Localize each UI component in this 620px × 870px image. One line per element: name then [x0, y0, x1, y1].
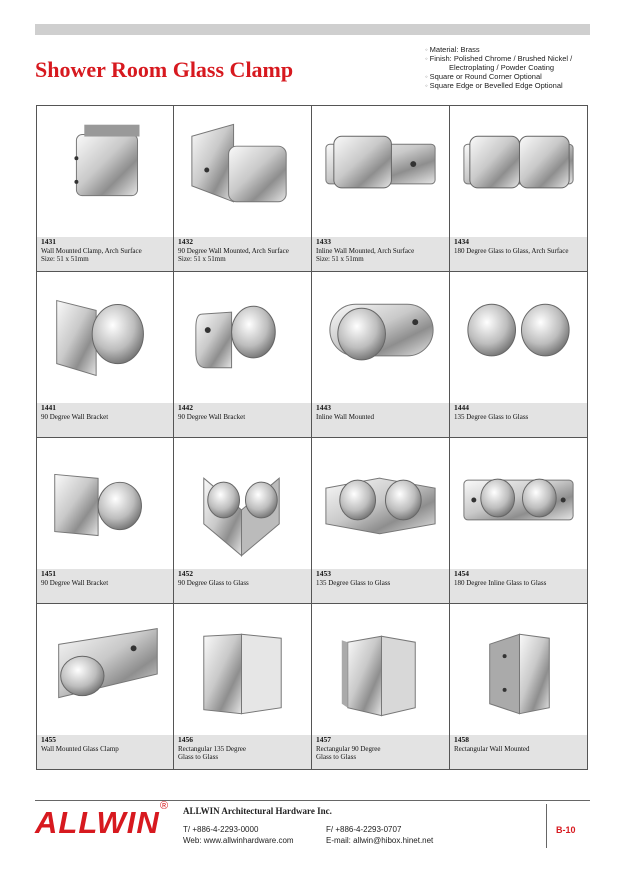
product-card [37, 604, 174, 770]
product-photo [174, 604, 311, 736]
product-code: 1441 [41, 403, 56, 412]
product-code: 1451 [41, 569, 56, 578]
specs-list [425, 45, 572, 90]
product-code: 1442 [178, 403, 193, 412]
product-caption [37, 569, 173, 603]
product-card [37, 106, 174, 272]
product-caption [37, 403, 173, 437]
product-caption [312, 237, 449, 271]
product-card [37, 438, 174, 604]
product-code: 1433 [316, 237, 331, 246]
spec-continuation: Electroplating / Powder Coating [449, 63, 555, 72]
company-name: ALLWIN Architectural Hardware Inc. [183, 806, 332, 816]
spec-item: ◦ Square or Round Corner Optional [425, 72, 542, 81]
product-code: 1458 [454, 735, 469, 744]
contact-fax: F/ +886-4-2293-0707 [326, 825, 402, 834]
product-photo [450, 438, 587, 570]
footer-divider [35, 800, 590, 801]
product-code: 1454 [454, 569, 469, 578]
page-number: B-10 [556, 825, 576, 835]
product-description: Size: 51 x 51mm [41, 255, 89, 264]
product-photo [450, 604, 587, 736]
product-description: Rectangular 135 Degree [178, 744, 247, 753]
product-code: 1452 [178, 569, 193, 578]
contact-tel: T/ +886-4-2293-0000 [183, 825, 259, 834]
product-card [174, 604, 312, 770]
product-code: 1443 [316, 403, 331, 412]
product-card [450, 438, 588, 604]
contact-web: Web: www.allwinhardware.com [183, 836, 294, 845]
product-description: Inline Wall Mounted, Arch Surface [316, 246, 415, 255]
product-description: Rectangular 90 Degree [316, 744, 381, 753]
product-photo [37, 272, 173, 404]
product-description: Size: 51 x 51mm [316, 255, 364, 264]
product-code: 1432 [178, 237, 193, 246]
product-card [174, 438, 312, 604]
product-description: Rectangular Wall Mounted [454, 744, 530, 753]
product-description: Glass to Glass [178, 753, 219, 762]
product-photo [174, 272, 311, 404]
product-card [174, 272, 312, 438]
product-caption [450, 237, 587, 271]
product-code: 1455 [41, 735, 56, 744]
product-description: 90 Degree Glass to Glass [178, 578, 249, 587]
bullet-icon: ◦ [425, 81, 428, 90]
product-description: 135 Degree Glass to Glass [454, 412, 529, 421]
product-photo [174, 106, 311, 238]
product-caption [312, 403, 449, 437]
product-code: 1431 [41, 237, 56, 246]
product-caption [174, 237, 311, 271]
product-description: 90 Degree Wall Mounted, Arch Surface [178, 246, 289, 255]
product-card [312, 438, 450, 604]
product-photo [312, 106, 449, 238]
product-card [312, 604, 450, 770]
product-card [37, 272, 174, 438]
product-code: 1453 [316, 569, 331, 578]
product-card [312, 272, 450, 438]
product-code: 1434 [454, 237, 469, 246]
product-code: 1456 [178, 735, 193, 744]
product-caption [312, 735, 449, 769]
spec-item: ◦ Finish: Polished Chrome / Brushed Nickel / [425, 54, 573, 63]
product-caption [450, 569, 587, 603]
product-grid [36, 105, 588, 770]
footer-vertical-divider [546, 804, 547, 848]
product-description: 90 Degree Wall Bracket [41, 412, 109, 421]
product-photo [450, 272, 587, 404]
product-description: Size: 51 x 51mm [178, 255, 226, 264]
contact-email: E-mail: allwin@hibox.hinet.net [326, 836, 434, 845]
product-card [312, 106, 450, 272]
product-caption [450, 403, 587, 437]
top-bar [35, 24, 590, 35]
product-photo [450, 106, 587, 238]
product-photo [312, 438, 449, 570]
product-card [450, 106, 588, 272]
product-description: 180 Degree Inline Glass to Glass [454, 578, 547, 587]
product-caption [37, 237, 173, 271]
brand-logo: ALLWIN [35, 805, 160, 840]
product-photo [37, 438, 173, 570]
product-caption [174, 569, 311, 603]
spec-item: ◦ Square Edge or Bevelled Edge Optional [425, 81, 563, 90]
product-description: Wall Mounted Clamp, Arch Surface [41, 246, 142, 255]
product-description: Inline Wall Mounted [316, 412, 375, 421]
product-description: Wall Mounted Glass Clamp [41, 744, 119, 753]
product-description: 90 Degree Wall Bracket [41, 578, 109, 587]
product-caption [174, 735, 311, 769]
bullet-icon: ◦ [425, 45, 428, 54]
product-caption [450, 735, 587, 769]
product-photo [174, 438, 311, 570]
bullet-icon: ◦ [425, 72, 428, 81]
product-photo [37, 604, 173, 736]
registered-mark: ® [160, 800, 169, 812]
product-caption [174, 403, 311, 437]
product-description: Glass to Glass [316, 753, 357, 762]
product-photo [312, 604, 449, 736]
product-card [174, 106, 312, 272]
product-description: 90 Degree Wall Bracket [178, 412, 246, 421]
product-card [450, 272, 588, 438]
product-card [450, 604, 588, 770]
product-photo [312, 272, 449, 404]
product-photo [37, 106, 173, 238]
bullet-icon: ◦ [425, 54, 428, 63]
spec-item: ◦ Material: Brass [425, 45, 480, 54]
product-code: 1444 [454, 403, 469, 412]
product-caption [312, 569, 449, 603]
product-caption [37, 735, 173, 769]
product-description: 135 Degree Glass to Glass [316, 578, 391, 587]
page-title: Shower Room Glass Clamp [35, 57, 294, 82]
product-code: 1457 [316, 735, 331, 744]
product-description: 180 Degree Glass to Glass, Arch Surface [454, 246, 569, 255]
